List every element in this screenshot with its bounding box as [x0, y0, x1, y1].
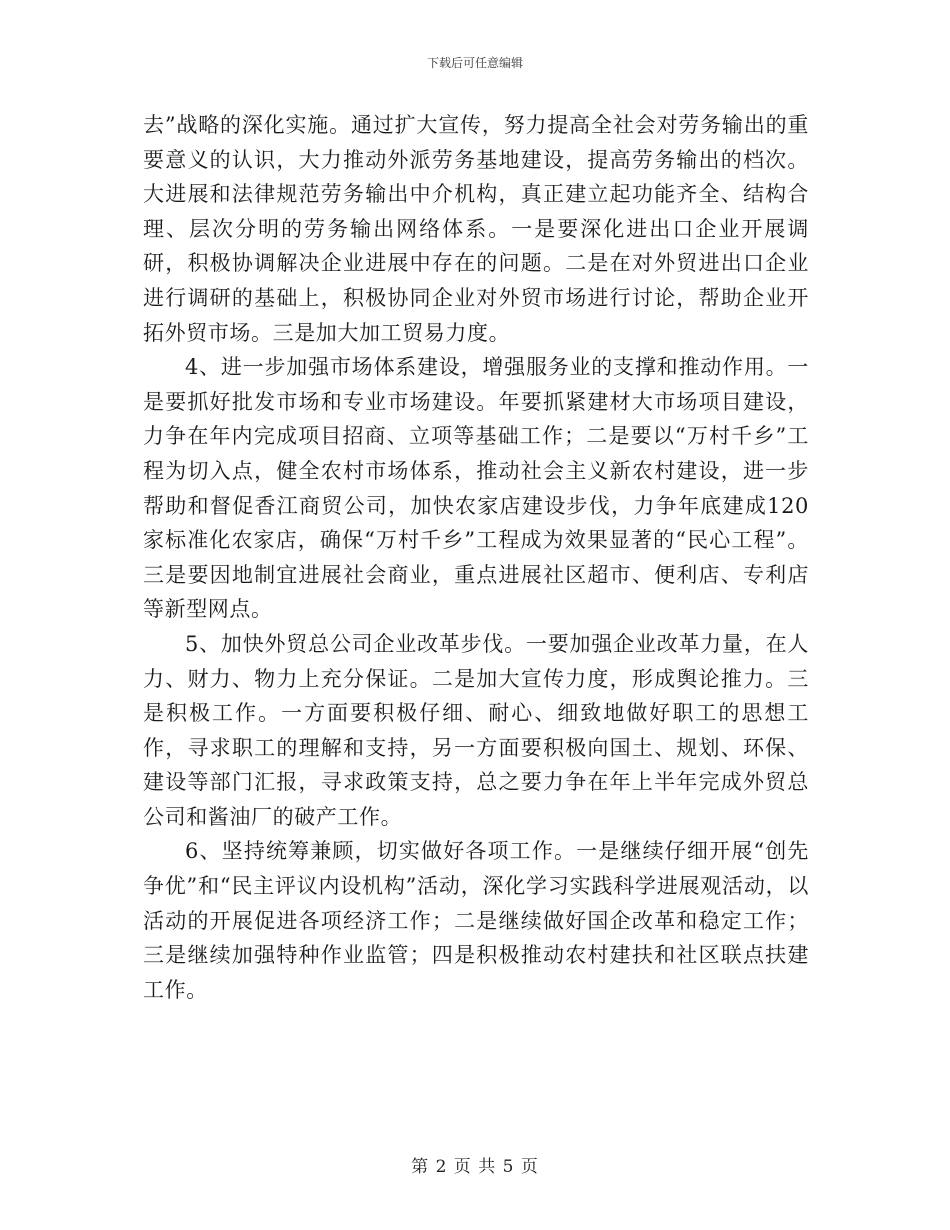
page-number-footer: 第 2 页 共 5 页	[411, 1157, 539, 1177]
paragraph-item-5: 5、加快外贸总公司企业改革步伐。一要加强企业改革力量，在人力、财力、物力上充分保证。二是加大宣传力度，形成舆论推力。三是积极工作。一方面要积极仔细、耐心、细致地做好职工的思想工作，寻求职工的理解和支持，另一方面要积极向国土、规划、环保、建设等部门汇报，寻求政策支持，总之要力争在年上半年完成外贸总公司和酱油厂的破产工作。	[143, 631, 809, 829]
paragraph-continuation: 去”战略的深化实施。通过扩大宣传，努力提高全社会对劳务输出的重要意义的认识，大力推动外派劳务基地建设，提高劳务输出的档次。大进展和法律规范劳务输出中介机构，真正建立起功能齐全、结构合理、层次分明的劳务输出网络体系。一是要深化进出口企业开展调研，积极协调解决企业进展中存在的问题。二是在对外贸进出口企业进行调研的基础上，积极协同企业对外贸市场进行讨论，帮助企业开拓外贸市场。三是加大加工贸易力度。	[143, 113, 809, 345]
paragraph-item-4: 4、进一步加强市场体系建设，增强服务业的支撑和推动作用。一是要抓好批发市场和专业市场建设。年要抓紧建材大市场项目建设，力争在年内完成项目招商、立项等基础工作；二是要以“万村千乡”工程为切入点，健全农村市场体系，推动社会主义新农村建设，进一步帮助和督促香江商贸公司，加快农家店建设步伐，力争年底建成120家标准化农家店，确保“万村千乡”工程成为效果显著的“民心工程”。三是要因地制宜进展社会商业，重点进展社区超市、便利店、专利店等新型网点。	[143, 355, 809, 622]
document-body	[143, 108, 809, 1007]
page-header: 下载后可任意编辑	[426, 56, 523, 70]
paragraph-item-6: 6、坚持统筹兼顾，切实做好各项工作。一是继续仔细开展“创先争优”和“民主评议内设机构”活动，深化学习实践科学进展观活动，以活动的开展促进各项经济工作；二是继续做好国企改革和稳定工作；三是继续加强特种作业监管；四是积极推动农村建扶和社区联点扶建工作。	[143, 839, 809, 1002]
